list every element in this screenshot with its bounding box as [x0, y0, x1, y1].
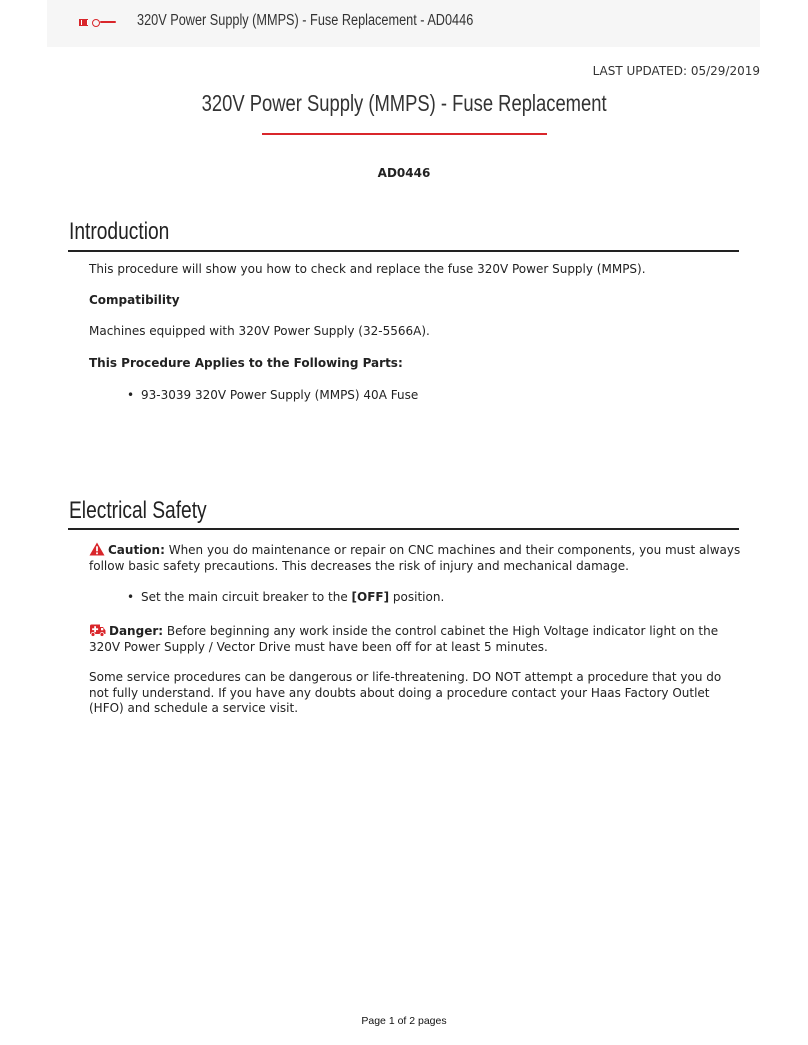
header-title: 320V Power Supply (MMPS) - Fuse Replacement - AD0446: [137, 12, 474, 29]
danger-text: Before beginning any work inside the control cabinet the High Voltage indicator light on the 320V Power Supply / Vector Drive must have been off for at least 5 minutes.: [89, 624, 719, 654]
caution-label: Caution:: [108, 543, 165, 557]
introduction-rule: [68, 250, 739, 252]
document-title: [0, 90, 808, 117]
part-item-text: 93-3039 320V Power Supply (MMPS) 40A Fuse: [141, 388, 419, 402]
document-title-text: 320V Power Supply (MMPS) - Fuse Replacement: [201, 90, 607, 116]
parts-label: This Procedure Applies to the Following Parts:: [89, 356, 403, 370]
last-updated: LAST UPDATED: 05/29/2019: [592, 64, 760, 78]
danger-paragraph: [89, 623, 741, 655]
caution-paragraph: [89, 542, 741, 574]
electrical-safety-rule: [68, 528, 739, 530]
page-number: Page 1 of 2 pages: [361, 1015, 447, 1027]
introduction-heading: Introduction: [69, 218, 170, 245]
step-suffix: position.: [389, 590, 445, 604]
compatibility-text: Machines equipped with 320V Power Supply (32-5566A).: [89, 324, 430, 338]
electrical-safety-heading: Electrical Safety: [69, 497, 207, 524]
ambulance-icon: [89, 623, 106, 637]
haas-logo-icon: [79, 19, 88, 26]
caution-text: When you do maintenance or repair on CNC machines and their components, you must always follow basic safety precautions. This decreases the risk of injury and mechanical damage.: [89, 543, 741, 573]
compatibility-label-wrap: [89, 293, 741, 309]
document-id: AD0446: [377, 166, 431, 180]
warning-triangle-icon: [89, 542, 105, 556]
parts-label-wrap: [89, 356, 741, 372]
step-off-label: [OFF]: [351, 590, 390, 604]
intro-text: This procedure will show you how to check and replace the fuse 320V Power Supply (MMPS).: [89, 262, 646, 276]
haas-brand-mark-icon: [92, 19, 116, 26]
list-item: • 93-3039 320V Power Supply (MMPS) 40A Fuse: [127, 388, 419, 402]
compatibility-label: Compatibility: [89, 293, 180, 307]
danger-label: Danger:: [109, 624, 164, 638]
title-underline: [262, 133, 547, 135]
step-prefix: Set the main circuit breaker to the: [141, 590, 352, 604]
list-item: • Set the main circuit breaker to the [OFF] position.: [127, 590, 445, 604]
service-warning-text: Some service procedures can be dangerous or life-threatening. DO NOT attempt a procedure that you do not fully understand. If you have any doubts about doing a procedure contact your Haas Factory Outlet (HFO) and schedule a service visit.: [89, 670, 722, 715]
